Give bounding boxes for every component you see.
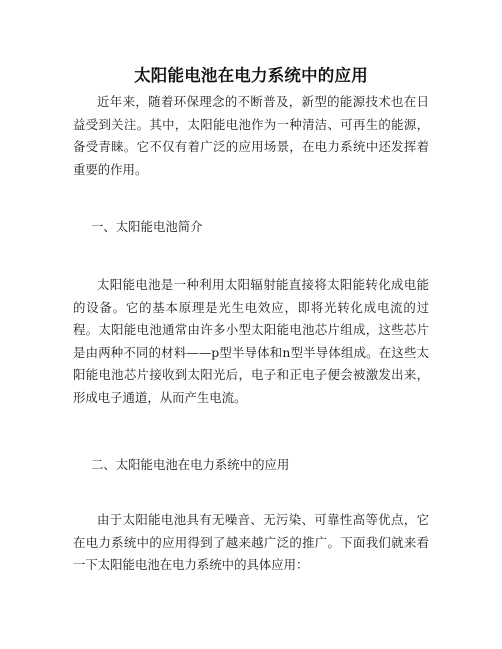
section-heading-intro: 一、太阳能电池简介 [91,219,203,234]
section-heading-applications: 二、太阳能电池在电力系统中的应用 [91,457,290,472]
section-paragraph-intro: 太阳能电池是一种利用太阳辐射能直接将太阳能转化成电能的设备。它的基本原理是光生电效应，即将光转化成电流的过程。太阳能电池通常由许多小型太阳能电池芯片组成，这些芯片是由两种不同的材料——p型半导体和n型半导体组成。在这些太阳能电池芯片接收到太阳光后，电子和正电子便会被激发出来，形成电子通道，从而产生电流。 [73,277,429,405]
document-title: 太阳能电池在电力系统中的应用 [134,66,368,85]
intro-paragraph: 近年来，随着环保理念的不断普及，新型的能源技术也在日益受到关注。其中，太阳能电池作为一种清洁、可再生的能源，备受青睐。它不仅有着广泛的应用场景，在电力系统中还发挥着重要的作用。 [73,94,429,177]
section-paragraph-applications: 由于太阳能电池具有无噪音、无污染、可靠性高等优点，它在电力系统中的应用得到了越来越广泛的推广。下面我们就来看一下太阳能电池在电力系统中的具体应用： [73,512,429,573]
